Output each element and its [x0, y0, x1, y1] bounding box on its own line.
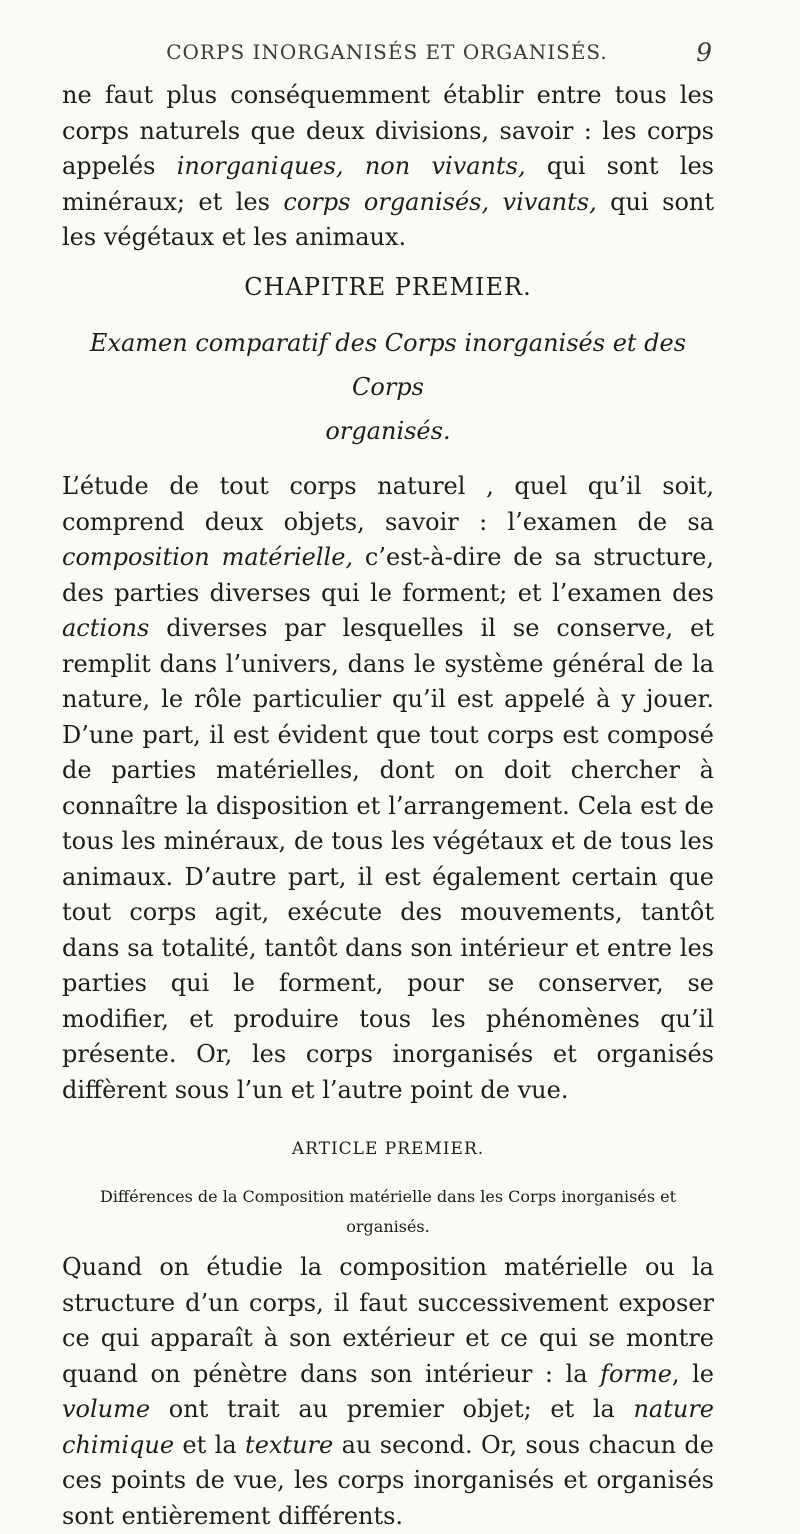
article-subtitle — [62, 1182, 714, 1242]
emphasis: volume — [62, 1395, 151, 1423]
text-run: qui sont les minéraux; et les — [62, 152, 714, 216]
emphasis: forme — [600, 1359, 672, 1388]
page-number: 9 — [696, 38, 712, 67]
text-run: et la — [174, 1430, 246, 1459]
running-title: CORPS INORGANISÉS ET ORGANISÉS. — [166, 40, 608, 64]
paragraph-2 — [62, 1250, 714, 1534]
text-run: ne faut plus conséquemment établir entre tous les corps naturels que deux divisions, savoir : les corps appelés — [62, 81, 714, 180]
body-text — [62, 78, 714, 1534]
chapter-subtitle — [62, 321, 714, 453]
intro-paragraph — [62, 78, 714, 256]
emphasis: corps organisés, vivants, — [283, 187, 597, 216]
emphasis: texture — [245, 1430, 334, 1459]
emphasis: actions — [62, 614, 150, 642]
emphasis: composition matérielle, — [62, 543, 354, 571]
text-run: Quand on étudie la composition matérielle ou la structure d’un corps, il faut successivement exposer ce qui apparaît à son extérieur et ce qui se montre quand on pénètre dans son intérieur : la — [62, 1253, 714, 1388]
chapter-subtitle-line-2: organisés. — [325, 417, 451, 445]
text-run: , le — [671, 1359, 715, 1388]
text-run: au second. Or, sous chacun de ces points de vue, les corps inorganisés et organisés sont entièrement différents. — [62, 1430, 714, 1530]
article-subtitle-line-2: organisés. — [346, 1217, 430, 1236]
article-subtitle-line-1: Différences de la Composition matérielle dans les Corps inorganisés et — [99, 1187, 677, 1206]
text-run: qui sont les végétaux et les animaux. — [62, 187, 714, 251]
text-run: ont trait au premier objet; et la — [150, 1395, 634, 1423]
chapter-title: CHAPITRE PREMIER. — [244, 272, 532, 301]
emphasis: nature chimique — [62, 1395, 714, 1459]
text-run: L’étude de tout corps naturel , quel qu’il soit, comprend deux objets, savoir : l’examen de sa — [62, 472, 714, 536]
text-run: c’est-à-dire de sa structure, des parties diverses qui le forment; et l’examen des — [62, 543, 715, 607]
text-run: diverses par lesquelles il se conserve, et remplit dans l’univers, dans le système général de la nature, le rôle particulier qu’il est appelé à y jouer. D’une part, il est évident que tout corps est composé de parties matérielles, dont on doit chercher à connaître la disposition et l’arrangement. Cela est de tous les minéraux, de tous les végétaux et de tous les animaux. D’autre part, il est également certain que tout corps agit, exécute des mouvements, tantôt dans sa totalité, tantôt dans son intérieur et entre les parties qui le forment, pour se conserver, se modifier, et produire tous les phénomènes qu’il présente. Or, les corps inorganisés et organisés diffèrent sous l’un et l’autre point de vue. — [62, 614, 714, 1104]
running-head — [62, 40, 712, 70]
emphasis: inorganiques, non vivants, — [176, 152, 526, 180]
article-title: ARTICLE PREMIER. — [291, 1139, 485, 1159]
paragraph-1 — [62, 469, 714, 1108]
chapter-subtitle-line-1: Examen comparatif des Corps inorganisés et des Corps — [89, 329, 687, 401]
